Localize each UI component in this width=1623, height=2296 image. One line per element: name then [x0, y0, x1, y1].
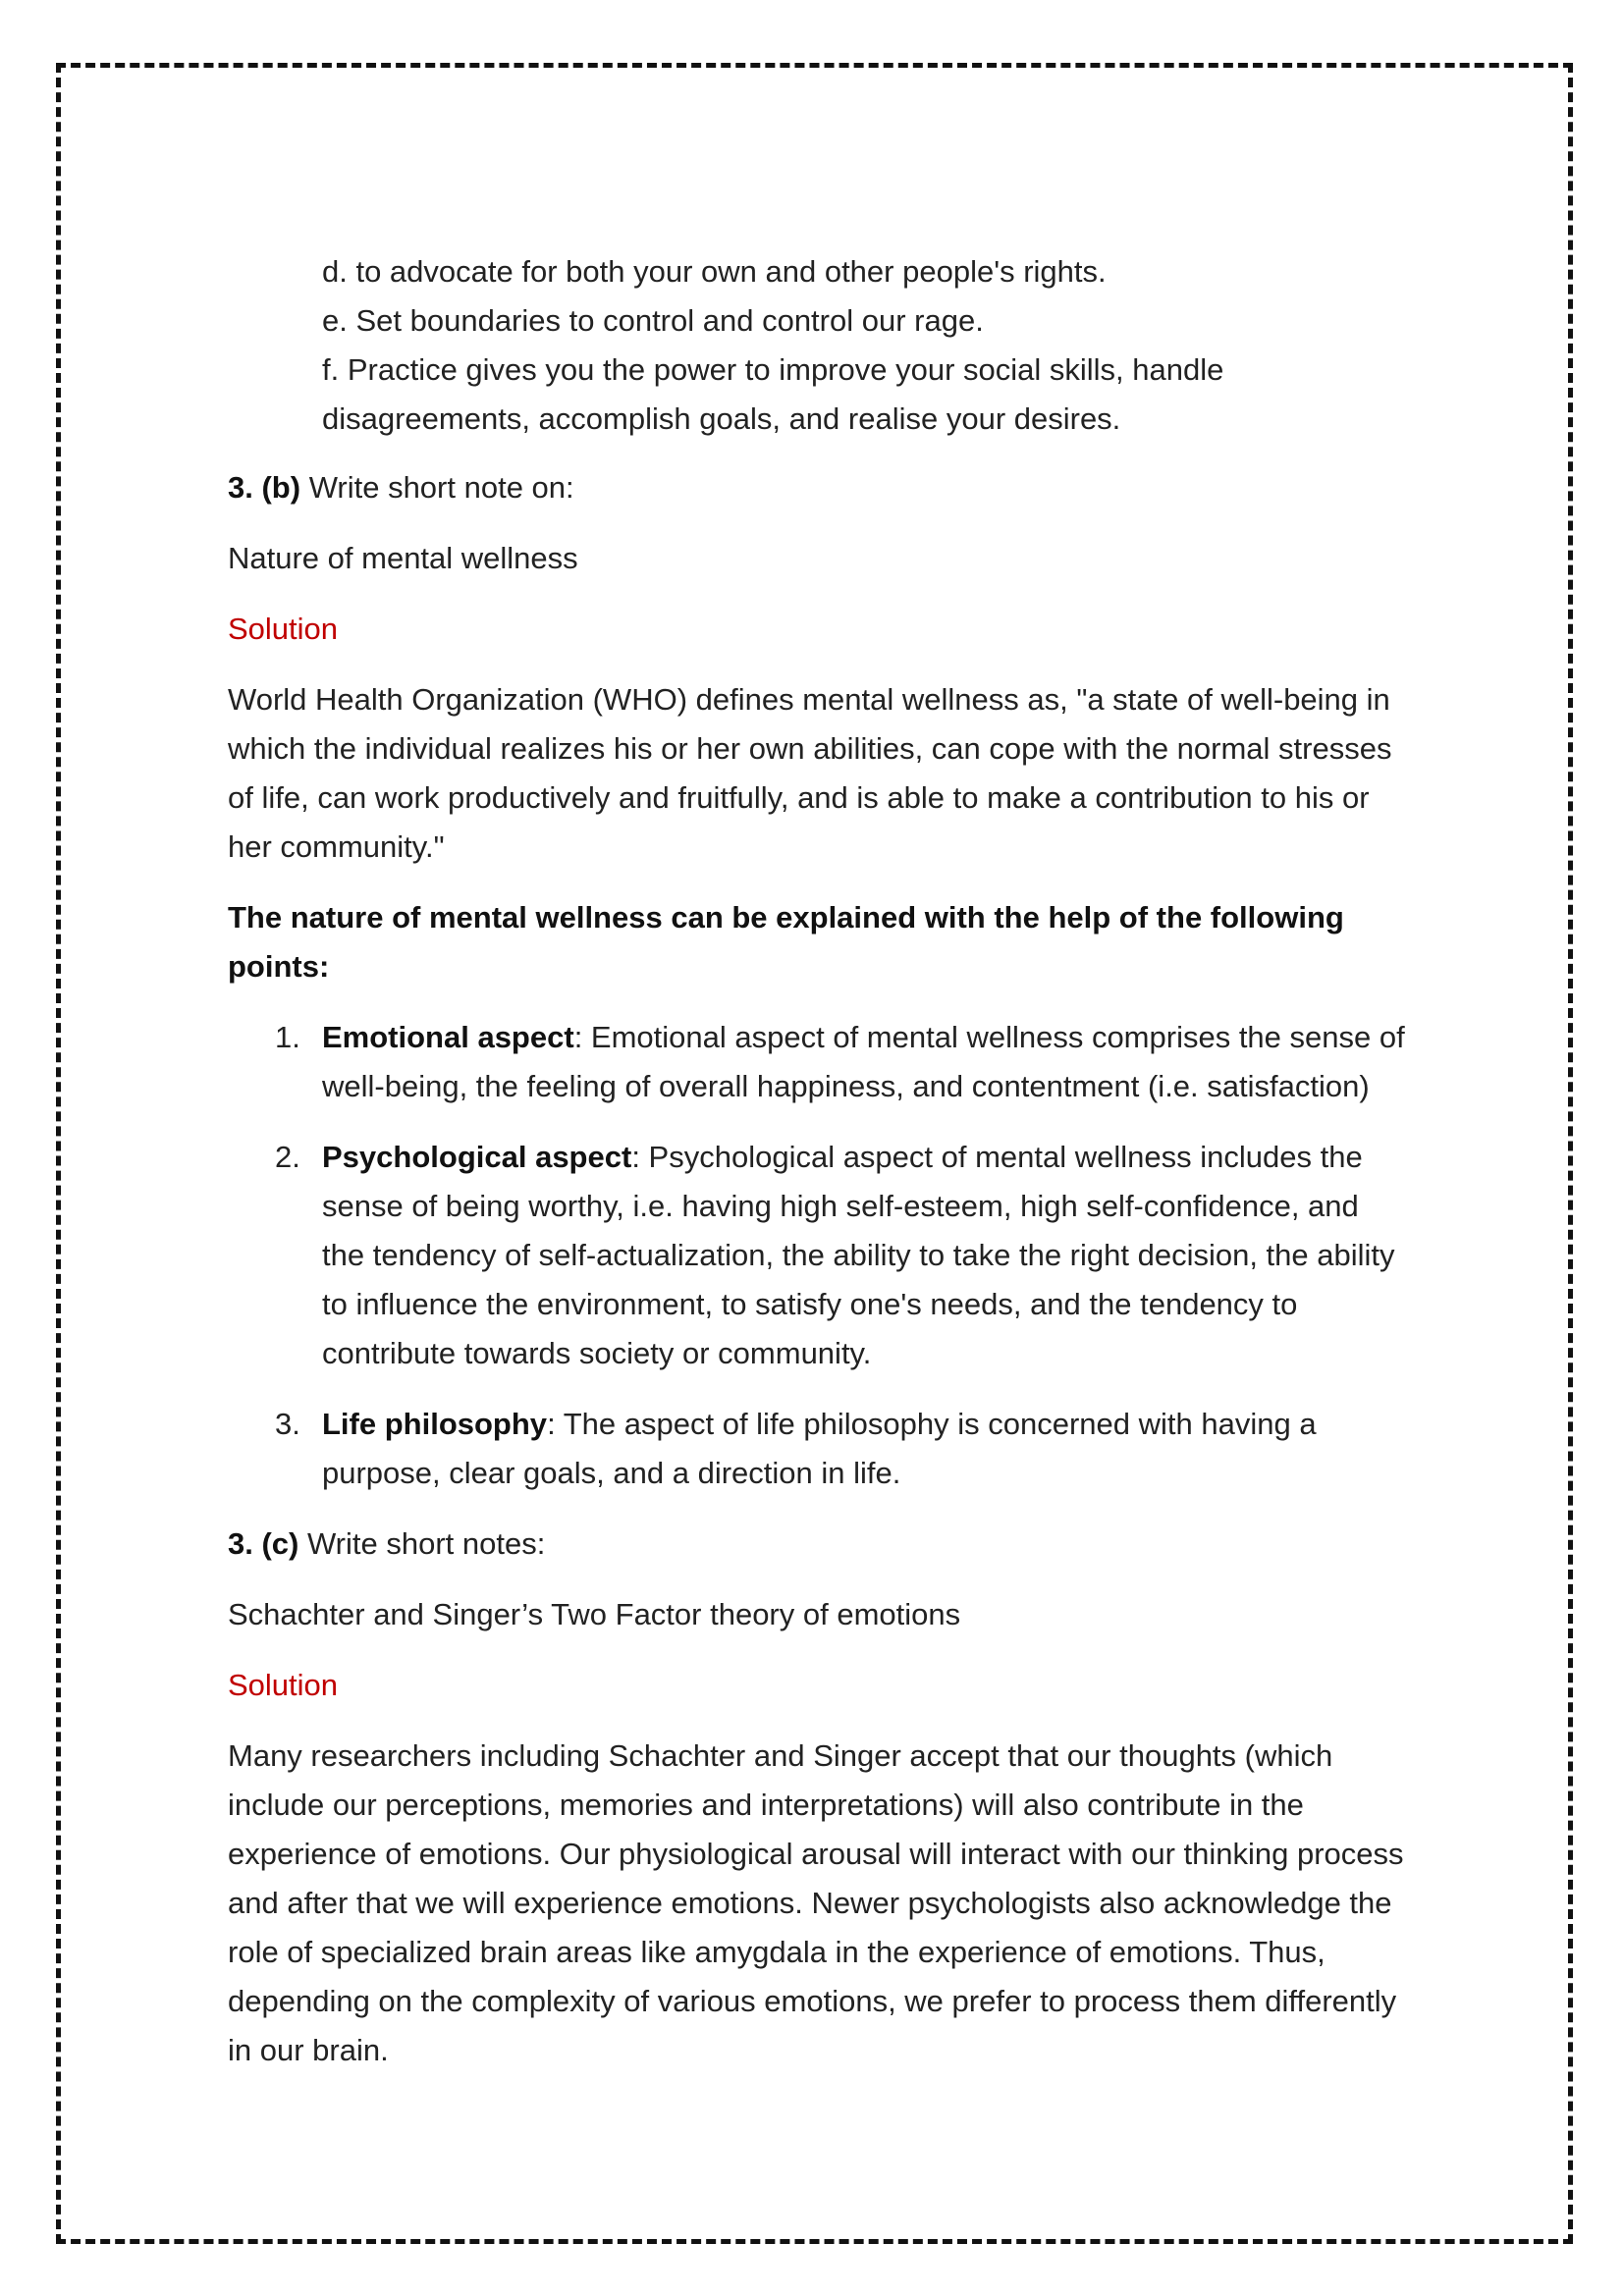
point-text: : Emotional aspect of mental wellness comprises the sense of well-being, the feeling of overall happiness, and contentment (i.e. satisfaction) — [322, 1020, 1405, 1103]
solution-heading: Solution — [228, 1668, 339, 1702]
continued-list — [322, 247, 1406, 444]
point-number: 1. — [275, 1020, 300, 1054]
point-item — [228, 1013, 1406, 1111]
question-prompt: Write short notes: — [306, 1526, 546, 1561]
solution-paragraph: World Health Organization (WHO) defines mental wellness as, "a state of well-being in which the individual realizes his or her own abilities, can cope with the normal stresses of life, can work productively and fruitfully, and is able to make a contribution to his or her community." — [228, 682, 1392, 864]
document-content — [228, 247, 1406, 2097]
question-3b — [228, 463, 1406, 512]
question-prompt: Write short note on: — [308, 470, 574, 505]
point-item — [228, 1133, 1406, 1378]
point-number: 2. — [275, 1140, 300, 1174]
solution-paragraph: Many researchers including Schachter and Singer accept that our thoughts (which include our perceptions, memories and interpretations) will also contribute in the experience of emotions. Our physiological arousal will interact with our thinking process and after that we will experience emotions. Newer psychologists also acknowledge the role of specialized brain areas like amygdala in the experience of emotions. Thus, depending on the complexity of various emotions, we prefer to process them differently in our brain. — [228, 1738, 1404, 2067]
point-term: Life philosophy — [322, 1407, 548, 1441]
question-number: 3. (c) — [228, 1526, 299, 1561]
points-list — [228, 1013, 1406, 1498]
point-text: : The aspect of life philosophy is concerned with having a purpose, clear goals, and a direction in life. — [322, 1407, 1317, 1490]
question-topic: Schachter and Singer’s Two Factor theory of emotions — [228, 1597, 961, 1631]
point-number: 3. — [275, 1407, 300, 1441]
solution-heading: Solution — [228, 612, 339, 646]
point-item — [228, 1400, 1406, 1498]
question-topic: Nature of mental wellness — [228, 541, 578, 575]
point-text: : Psychological aspect of mental wellness includes the sense of being worthy, i.e. having high self-esteem, high self-confidence, and the tendency of self-actualization, the ability to take the right decision, the ability to influence the environment, to satisfy one's needs, and the tendency to contribute towards society or community. — [322, 1140, 1395, 1370]
question-3c — [228, 1520, 1406, 1569]
points-lead: The nature of mental wellness can be explained with the help of the following points: — [228, 900, 1344, 984]
question-number: 3. (b) — [228, 470, 301, 505]
list-item: f. Practice gives you the power to improve your social skills, handle disagreements, accomplish goals, and realise your desires. — [322, 352, 1224, 436]
list-item: e. Set boundaries to control and control our rage. — [322, 303, 984, 338]
point-term: Psychological aspect — [322, 1140, 632, 1174]
list-item: d. to advocate for both your own and other people's rights. — [322, 254, 1107, 289]
point-term: Emotional aspect — [322, 1020, 574, 1054]
